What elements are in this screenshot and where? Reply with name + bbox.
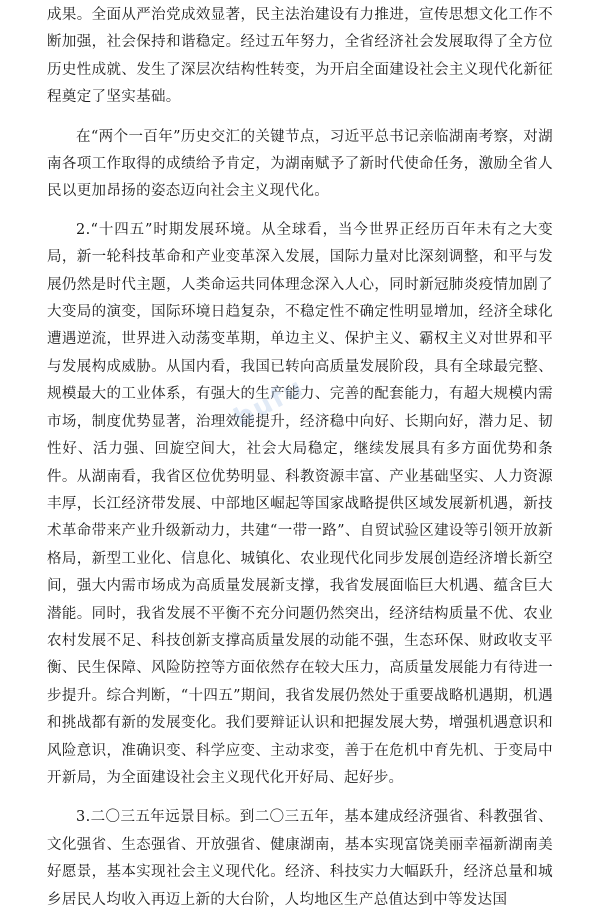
document-page: [47, 2, 553, 914]
paragraph-achievements: 成果。全面从严治党成效显著，民主法治建设有力推进，宣传思想文化工作不断加强，社会保持和谐稳定。经过五年努力，全省经济社会发展取得了全方位历史性成就、发生了深层次结构性转变，为开启全面建设社会主义现代化新征程奠定了坚实基础。: [47, 7, 553, 106]
paragraph-2035-goals: 3.二〇三五年远景目标。到二〇三五年，基本建成经济强省、科教强省、文化强省、生态强省、开放强省、健康湖南，基本实现富饶美丽幸福新湖南美好愿景，基本实现社会主义现代化。经济、科技实力大幅跃升，经济总量和城乡居民人均收入再迈上新的大台阶，人均地区生产总值达到中等发达国: [47, 809, 553, 908]
paragraph-development-environment: 2.“十四五”时期发展环境。从全球看，当今世界正经历百年未有之大变局，新一轮科技革命和产业变革深入发展，国际力量对比深刻调整，和平与发展仍然是时代主题，人类命运共同体理念深入人心，同时新冠肺炎疫情加剧了大变局的演变，国际环境日趋复杂，不稳定性不确定性明显增加，经济全球化遭遇逆流，世界进入动荡变革期，单边主义、保护主义、霸权主义对世界和平与发展构成威胁。从国内看，我国已转向高质量发展阶段，具有全球最完整、规模最大的工业体系，有强大的生产能力、完善的配套能力，有超大规模内需市场，制度优势显著，治理效能提升，经济稳中向好、长期向好，潜力足、韧性好、活力强、回旋空间大，社会大局稳定，继续发展具有多方面优势和条件。从湖南看，我省区位优势明显、科教资源丰富、产业基础坚实、人力资源丰厚，长江经济带发展、中部地区崛起等国家战略提供区域发展新机遇，新技术革命带来产业升级新动力，共建“一带一路”、自贸试验区建设等引领开放新格局，新型工业化、信息化、城镇化、农业现代化同步发展创造经济增长新空间，强大内需市场成为高质量发展新支撑，我省发展面临巨大机遇、蕴含巨大潜能。同时，我省发展不平衡不充分问题仍然突出，经济结构质量不优、农业农村发展不足、科技创新支撑高质量发展的动能不强，生态环保、财政收支平衡、民生保障、风险防控等方面依然存在较大压力，高质量发展能力有待进一步提升。综合判断，“十四五”期间，我省发展仍然处于重要战略机遇期，机遇和挑战都有新的发展变化。我们要辩证认识和把握发展大势，增强机遇意识和风险意识，准确识变、科学应变、主动求变，善于在危机中育先机、于变局中开新局，为全面建设社会主义现代化开好局、起好步。: [47, 221, 553, 786]
watermark-logo: bufu: [229, 372, 310, 434]
paragraph-inspection: 在“两个一百年”历史交汇的关键节点，习近平总书记亲临湖南考察，对湖南各项工作取得的成绩给予肯定，为湖南赋予了新时代使命任务，激励全省人民以更加昂扬的姿态迈向社会主义现代化。: [47, 128, 553, 200]
